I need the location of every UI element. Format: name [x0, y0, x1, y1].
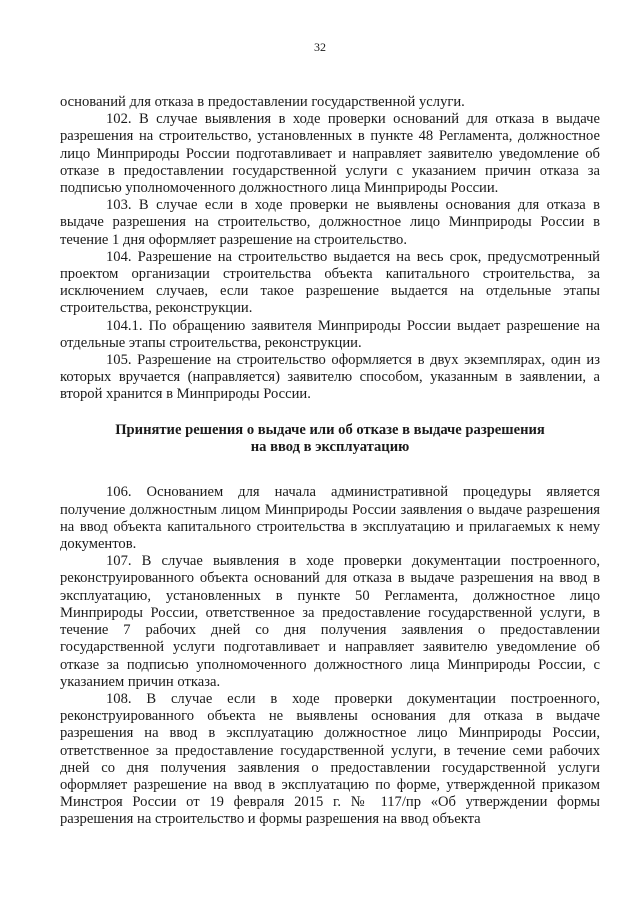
- paragraph-continuation: оснований для отказа в предоставлении государственной услуги.: [60, 94, 465, 110]
- paragraph-105: 105. Разрешение на строительство оформляется в двух экземплярах, один из которых вручается (направляется) заявителю способом, указанным в заявлении, а второй хранится в Минприроды России.: [60, 352, 600, 403]
- paragraph-104-1: 104.1. По обращению заявителя Минприроды России выдает разрешение на отдельные этапы строительства, реконструкции.: [60, 317, 600, 351]
- page-number: 32: [314, 40, 326, 54]
- paragraph-102: 102. В случае выявления в ходе проверки оснований для отказа в выдаче разрешения на строительство, установленных в пункте 48 Регламента, должностное лицо Минприроды России подготавливает и направляет заявителю уведомление об отказе в предоставлении государственной услуги с указанием причин отказа за подписью уполномоченного должностного лица Минприроды России.: [60, 111, 600, 197]
- paragraph-103: 103. В случае если в ходе проверки не выявлены основания для отказа в выдаче разрешения на строительство, должностное лицо Минприроды России в течение 1 дня оформляет разрешение на строительство.: [60, 197, 600, 248]
- section-heading-line-1: Принятие решения о выдаче или об отказе в выдаче разрешения: [115, 421, 545, 438]
- paragraph-106: 106. Основанием для начала административной процедуры является получение должностным лицом Минприроды России заявления о выдаче разрешения на ввод объекта капитального строительства в эксплуатацию и прилагаемых к нему документов.: [60, 484, 600, 553]
- paragraph-107: 107. В случае выявления в ходе проверки документации построенного, реконструированного объекта оснований для отказа в выдаче разрешения на ввод в эксплуатацию, установленных в пункте 50 Регламента, должностное лицо Минприроды России, ответственное за предоставление государственной услуги, в течение 7 рабочих дней со дня получения заявления о предоставлении государственной услуги подготавливает и направляет заявителю уведомление об отказе за подписью уполномоченного должностного лица Минприроды России, с указанием причин отказа.: [60, 553, 600, 690]
- document-body: [60, 94, 600, 829]
- paragraph-108: 108. В случае если в ходе проверки документации построенного, реконструированного объекта не выявлены основания для отказа в выдаче разрешения на ввод в эксплуатацию должностное лицо Минприроды России, ответственное за предоставление государственной услуги, в течение семи рабочих дней со дня получения заявления о предоставлении государственной услуги оформляет разрешение на ввод в эксплуатацию по форме, утвержденной приказом Минстроя России от 19 февраля 2015 г. № 117/пр «Об утверждении формы разрешения на строительство и формы разрешения на ввод объекта: [60, 690, 600, 828]
- section-heading: [60, 422, 600, 457]
- section-heading-line-2: на ввод в эксплуатацию: [250, 439, 410, 456]
- paragraph-104: 104. Разрешение на строительство выдается на весь срок, предусмотренный проектом организации строительства объекта капитального строительства, за исключением случаев, если такое разрешение выдается на отдельные этапы строительства, реконструкции.: [60, 248, 600, 317]
